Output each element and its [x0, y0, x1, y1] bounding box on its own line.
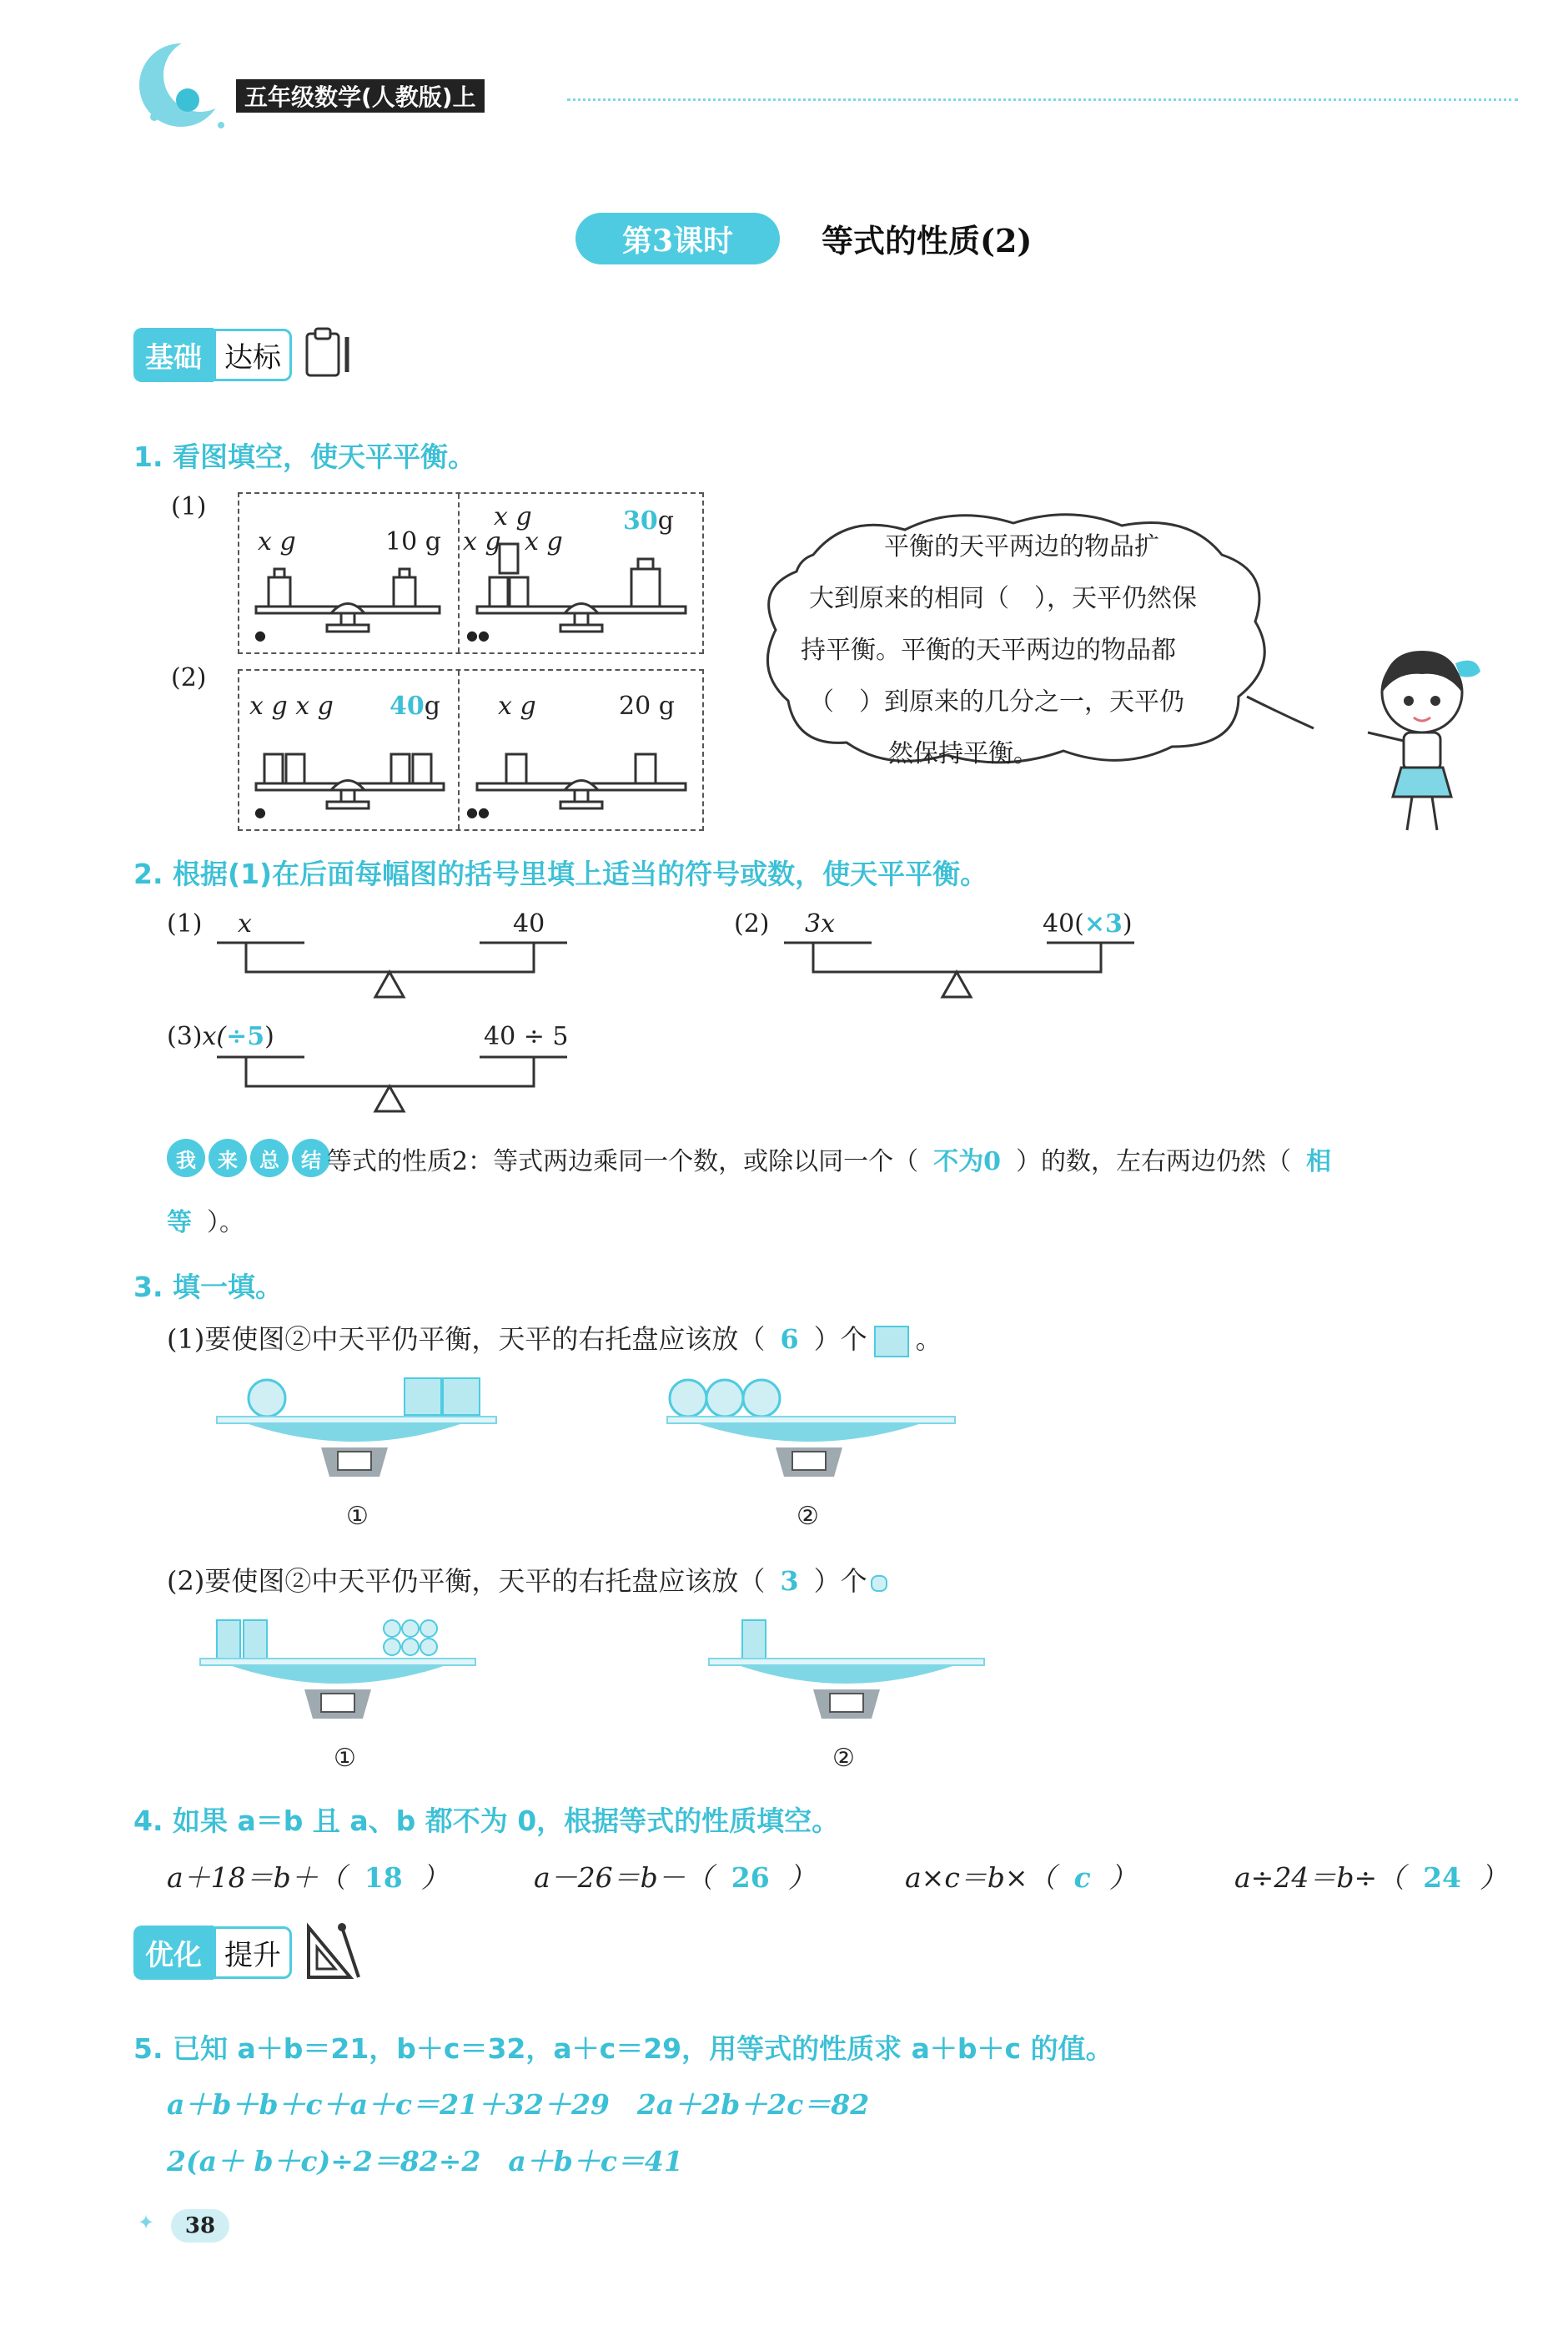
- summary-post: ）。: [207, 1208, 244, 1237]
- q3-row1-caption-2: ②: [797, 1502, 819, 1531]
- q3-p2-answer: 3: [780, 1565, 799, 1597]
- q1-p2-answer-unit: g: [424, 692, 440, 721]
- q1-p2-right-left-weight: x g: [498, 692, 536, 721]
- thought-bubble-text: [801, 521, 1197, 780]
- q4-eq-1: [167, 1856, 449, 1895]
- q2-s2-left: 3x: [805, 909, 836, 939]
- q4-e4-post: ）: [1480, 1861, 1508, 1894]
- q2-s1-right: 40: [513, 909, 545, 939]
- q4-e3-answer: c: [1073, 1861, 1091, 1894]
- q4-eq-3: [905, 1856, 1137, 1895]
- summary-line-1: [327, 1140, 1331, 1177]
- book-title: 五年级数学(人教版)上: [244, 83, 476, 111]
- ruler-compass-icon: [300, 1919, 367, 1986]
- bubble-line-5: 然保持平衡。: [888, 739, 1038, 768]
- q3-p1-line: [167, 1318, 942, 1357]
- q4-e2-pre: a－26＝b－（: [534, 1861, 713, 1894]
- section-tag-advanced: [133, 1919, 367, 1986]
- square-icon: [874, 1326, 909, 1357]
- summary-tag: [167, 1139, 330, 1177]
- q4-e1-pre: a＋18＝b＋（: [167, 1861, 346, 1894]
- q1-p1-answer: 30: [623, 506, 658, 536]
- q1-p1-frame: [238, 492, 704, 654]
- q1-p1-label: (1): [171, 492, 207, 521]
- q2-s1-label: (1): [167, 909, 203, 939]
- q3-p1-end: 。: [915, 1323, 942, 1355]
- q3-heading: 3. 填一填。: [133, 1271, 283, 1303]
- q1-p2-left-weights: x g x g: [249, 692, 334, 721]
- section-tag-left-2: 优化: [133, 1926, 214, 1980]
- q1-p2-dot1: ●: [254, 804, 266, 820]
- page-number-badge: [171, 2209, 229, 2243]
- page-number: 38: [184, 2213, 216, 2238]
- summary-answer-1: 不为0: [933, 1147, 1001, 1176]
- q2-s2-right-post: ): [1122, 909, 1133, 939]
- q3-p2-line: [167, 1560, 887, 1598]
- q2-s1-left: x: [238, 909, 252, 939]
- summary-pre: 等式的性质2：等式两边乘同一个数，或除以同一个（: [327, 1147, 919, 1176]
- q3-row2-caption-2: ②: [832, 1744, 855, 1773]
- summary-tag-char-2: 来: [209, 1139, 247, 1177]
- circle-icon: [871, 1575, 887, 1592]
- q5-solution-line-2: 2(a＋ b＋c)÷2＝82÷2 a＋b＋c＝41: [167, 2145, 683, 2177]
- q1-p2-answer-group: [389, 692, 440, 721]
- girl-character-icon: [1355, 634, 1489, 843]
- summary-mid: ）的数，左右两边仍然（: [1015, 1147, 1291, 1176]
- q3-row1-balances: [213, 1368, 1047, 1493]
- q3-row2-balances: [192, 1610, 1076, 1735]
- q2-s3-left-pre: x(: [202, 1022, 227, 1051]
- q3-row1-caption-1: ①: [346, 1502, 369, 1531]
- q2-s2-label: (2): [734, 909, 770, 939]
- summary-tag-char-4: 结: [292, 1139, 330, 1177]
- q4-e3-post: ）: [1108, 1861, 1137, 1894]
- q4-e4-answer: 24: [1423, 1861, 1462, 1894]
- q4-e4-pre: a÷24＝b÷（: [1234, 1861, 1405, 1894]
- q3-p1-answer: 6: [780, 1323, 799, 1355]
- q3-p2-post: ）个: [813, 1565, 867, 1597]
- q4-e1-answer: 18: [364, 1861, 403, 1894]
- lesson-badge-text: 第3课时: [621, 223, 734, 259]
- q1-p2-right-weight: 20 g: [619, 692, 675, 721]
- section-tag-basic: [133, 325, 359, 384]
- q3-p1-post: ）个: [813, 1323, 867, 1355]
- q1-p2-label: (2): [171, 663, 207, 692]
- q3-p2-pre: (2)要使图②中天平仍平衡，天平的右托盘应该放（: [167, 1565, 766, 1597]
- q5-heading: 5. 已知 a＋b＝21，b＋c＝32，a＋c＝29，用等式的性质求 a＋b＋c 的值。: [133, 2032, 1113, 2065]
- q4-e2-answer: 26: [731, 1861, 770, 1894]
- q2-s2-balance: [780, 939, 1138, 1022]
- q1-p1-answer-unit: g: [657, 506, 674, 536]
- q2-s3-label: (3): [167, 1022, 203, 1051]
- clipboard-icon: [300, 325, 359, 384]
- q4-e1-post: ）: [420, 1861, 449, 1894]
- q5-solution-line-1: a＋b＋b＋c＋a＋c＝21＋32＋29 2a＋2b＋2c＝82: [167, 2088, 870, 2121]
- q1-p1-stack-weight-top: x g: [494, 502, 532, 531]
- q2-s2-right-answer: ×3: [1083, 909, 1123, 939]
- q2-s2-right-pre: 40(: [1043, 909, 1084, 939]
- q4-e3-pre: a×c＝b×（: [905, 1861, 1056, 1894]
- bubble-line-1: 平衡的天平两边的物品扩: [884, 532, 1159, 561]
- q2-s1-balance: [213, 939, 571, 1022]
- q1-p2-frame: [238, 669, 704, 831]
- q2-s3-balance: [213, 1053, 571, 1136]
- summary-answer-2b: 等: [167, 1208, 192, 1237]
- q1-p1-dot1: ●: [254, 627, 266, 643]
- q2-s2-right-group: [1043, 909, 1133, 939]
- bubble-line-2: 大到原来的相同（ ），天平仍然保: [809, 584, 1197, 613]
- bubble-line-3: 持平衡。平衡的天平两边的物品都: [801, 636, 1176, 665]
- q1-p1-stack-weight-left: x g: [463, 527, 501, 556]
- q3-row2-caption-1: ①: [334, 1744, 356, 1773]
- summary-answer-2a: 相: [1305, 1147, 1331, 1176]
- q3-p1-pre: (1)要使图②中天平仍平衡，天平的右托盘应该放（: [167, 1323, 766, 1355]
- lesson-badge: [575, 213, 780, 264]
- summary-tag-char-1: 我: [167, 1139, 205, 1177]
- q4-e2-post: ）: [787, 1861, 816, 1894]
- q1-p1-stack-weight-right: x g: [525, 527, 563, 556]
- q1-p1-left-weight: x g: [258, 527, 296, 556]
- summary-tag-char-3: 总: [250, 1139, 289, 1177]
- section-tag-left: 基础: [133, 328, 214, 382]
- header-dotted-rule: [567, 98, 1518, 101]
- q2-s3-left-post: ): [264, 1022, 274, 1051]
- q2-s3-group-left: [167, 1022, 274, 1051]
- q1-p2-dot2: ●●: [466, 804, 490, 820]
- header-title-box: [236, 79, 485, 113]
- q2-s3-right: 40 ÷ 5: [484, 1022, 569, 1051]
- header-logo: [129, 33, 238, 133]
- lesson-title: 等式的性质(2): [822, 222, 1033, 259]
- q4-heading: 4. 如果 a＝b 且 a、b 都不为 0，根据等式的性质填空。: [133, 1805, 840, 1837]
- q2-s3-left-answer: ÷5: [226, 1022, 265, 1051]
- footer-decoration: ✦: [138, 2211, 155, 2234]
- q1-p1-answer-group: [623, 506, 674, 536]
- q1-p1-right-weight: 10 g: [385, 527, 441, 556]
- section-tag-right: 达标: [214, 329, 292, 381]
- summary-line-2: [167, 1201, 244, 1238]
- section-tag-right-2: 提升: [214, 1926, 292, 1979]
- q1-heading: 1. 看图填空，使天平平衡。: [133, 441, 475, 473]
- bubble-line-4: （ ）到原来的几分之一，天平仍: [809, 687, 1184, 717]
- q2-heading: 2. 根据(1)在后面每幅图的括号里填上适当的符号或数，使天平平衡。: [133, 858, 988, 890]
- q1-p1-dot2: ●●: [466, 627, 490, 643]
- q4-eq-2: [534, 1856, 816, 1895]
- q4-eq-4: [1234, 1856, 1507, 1895]
- q1-p2-answer: 40: [389, 692, 425, 721]
- moon-logo-icon: [129, 33, 238, 133]
